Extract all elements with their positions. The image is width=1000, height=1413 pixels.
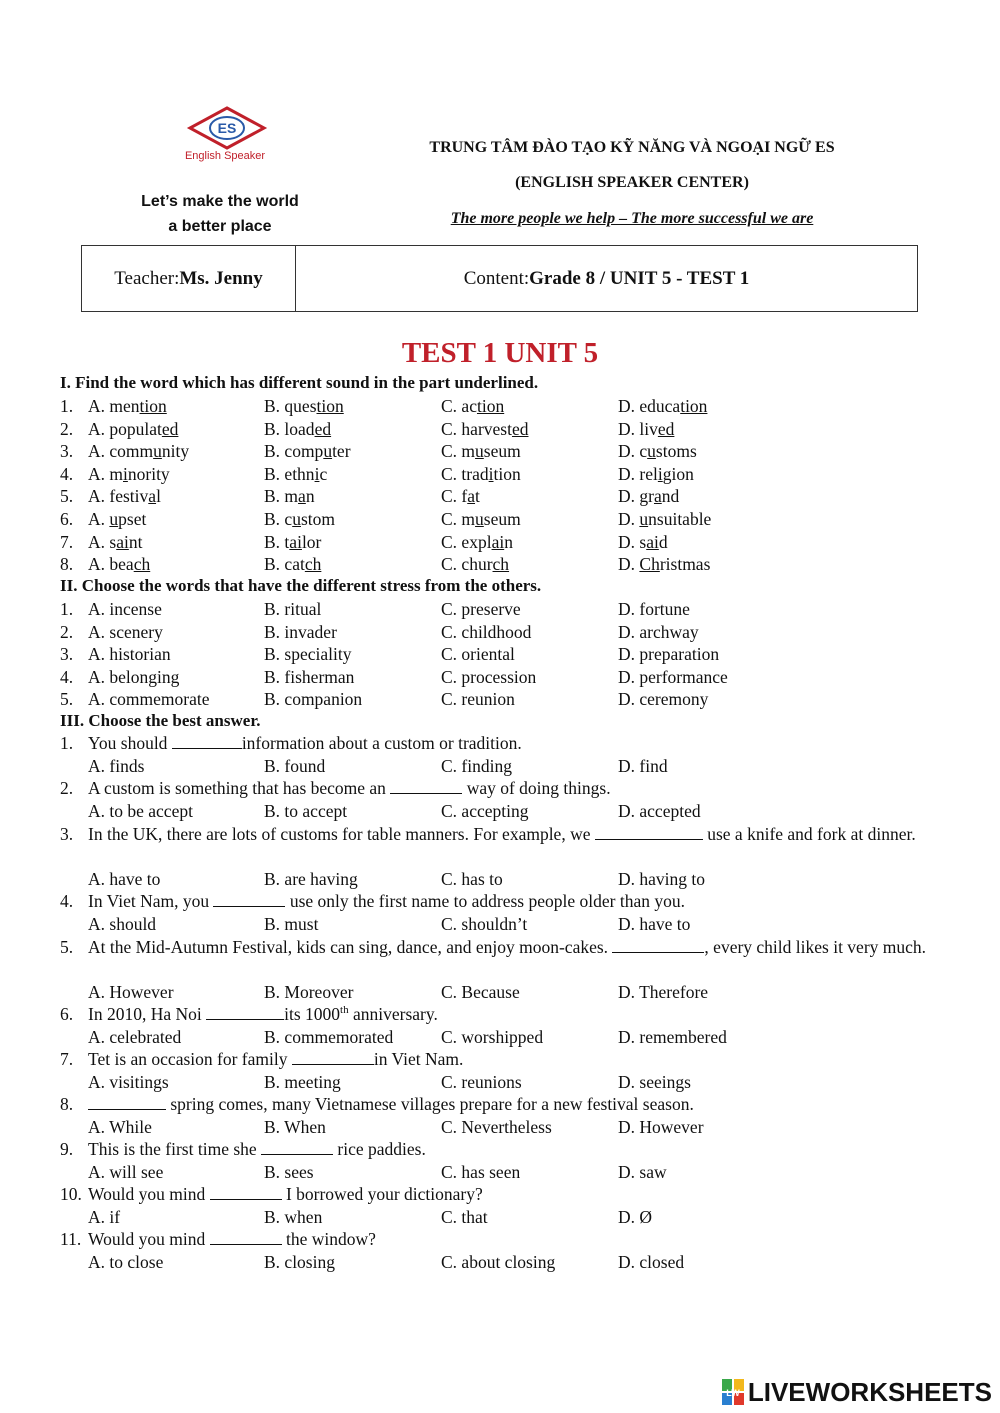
underlined-part: a xyxy=(653,486,662,507)
teacher-label: Teacher: xyxy=(114,267,180,289)
s1-q4-option-c[interactable]: C. tradition xyxy=(441,463,521,484)
q10-option-a[interactable]: A. if xyxy=(88,1207,121,1227)
s2-q3-option-c[interactable]: C. oriental xyxy=(441,644,515,665)
s1-q1-option-d[interactable]: D. education xyxy=(618,396,708,416)
q3-option-b[interactable]: B. are having xyxy=(264,869,358,889)
page-title: TEST 1 UNIT 5 xyxy=(401,337,599,369)
q6-number: 6. xyxy=(60,1004,74,1024)
underlined-part: ch xyxy=(133,554,151,575)
s1-q7-number: 7. xyxy=(60,531,74,552)
q7-number: 7. xyxy=(60,1049,74,1069)
q2-option-c[interactable]: C. accepting xyxy=(441,801,529,821)
underlined-part: u xyxy=(323,441,333,462)
q4-stem: In Viet Nam, you use only the first name to address people older than you. xyxy=(88,891,685,911)
s2-q2-option-a[interactable]: A. scenery xyxy=(88,621,163,642)
q7-option-d[interactable]: D. seeings xyxy=(618,1072,691,1092)
s1-q5-option-a[interactable]: A. festival xyxy=(88,486,161,507)
q10-number: 10. xyxy=(60,1184,82,1204)
q8-option-c[interactable]: C. Nevertheless xyxy=(441,1117,552,1137)
underlined-part: ch xyxy=(492,554,510,575)
q5-option-d[interactable]: D. Therefore xyxy=(618,982,709,1002)
s1-q7-option-b[interactable]: B. tailor xyxy=(264,531,322,552)
s2-q2-option-b[interactable]: B. invader xyxy=(264,621,337,642)
s1-q2-option-b[interactable]: B. loaded xyxy=(264,418,332,439)
underlined-part: a xyxy=(467,486,476,507)
s1-q6-option-c[interactable]: C. museum xyxy=(441,509,521,529)
underlined-part: i xyxy=(314,463,320,484)
q3-option-d[interactable]: D. having to xyxy=(618,869,706,889)
underlined-part: u xyxy=(475,509,484,529)
q11-option-c[interactable]: C. about closing xyxy=(441,1252,556,1272)
q11-stem: Would you mind the window? xyxy=(88,1229,376,1249)
q2-option-a[interactable]: A. to be accept xyxy=(88,801,193,821)
section-3-heading: III. Choose the best answer. xyxy=(60,711,261,730)
underlined-part: i xyxy=(657,463,663,484)
s1-q5-number: 5. xyxy=(60,486,74,507)
section-2-heading: II. Choose the words that have the different stress from the others. xyxy=(60,576,542,595)
underlined-part: ed xyxy=(161,418,179,439)
content-label: Content: xyxy=(463,267,530,289)
s1-q3-option-b[interactable]: B. computer xyxy=(264,441,351,462)
underlined-part: ai xyxy=(646,531,659,552)
q11-number: 11. xyxy=(60,1229,82,1249)
s1-q6-option-d[interactable]: D. unsuitable xyxy=(618,509,712,529)
underlined-part: u xyxy=(292,509,301,529)
underlined-part: Ch xyxy=(639,554,660,575)
slogan-line-2: a better place xyxy=(168,218,272,235)
q2-number: 2. xyxy=(60,778,74,798)
s2-q5-option-b[interactable]: B. companion xyxy=(264,689,363,710)
section-1-heading: I. Find the word which has different sound in the part underlined. xyxy=(60,373,539,392)
q3-option-a[interactable]: A. have to xyxy=(88,869,161,889)
q6-option-a[interactable]: A. celebrated xyxy=(88,1027,182,1047)
s1-q7-option-c[interactable]: C. explain xyxy=(441,531,513,552)
underlined-part: ai xyxy=(116,531,129,552)
badge-letters: LW xyxy=(726,1388,740,1398)
q10-option-c[interactable]: C. that xyxy=(441,1207,488,1227)
q7-stem: Tet is an occasion for family in Viet Nam. xyxy=(88,1049,464,1069)
underlined-part: tion xyxy=(476,396,505,416)
s1-q7-option-a[interactable]: A. saint xyxy=(88,531,143,552)
s1-q6-option-b[interactable]: B. custom xyxy=(264,509,335,529)
liveworksheets-badge-icon xyxy=(722,1379,744,1405)
q1-option-b[interactable]: B. found xyxy=(264,756,326,776)
q9-stem: This is the first time she rice paddies. xyxy=(88,1139,426,1159)
q2-option-d[interactable]: D. accepted xyxy=(618,801,701,821)
underlined-part: ai xyxy=(289,531,302,552)
underlined-part: u xyxy=(647,441,656,462)
underlined-part: ed xyxy=(314,418,332,439)
info-box xyxy=(81,245,918,312)
s1-q2-option-c[interactable]: C. harvested xyxy=(441,418,529,439)
q4-option-d[interactable]: D. have to xyxy=(618,914,691,934)
center-name: TRUNG TÂM ĐÀO TẠO KỸ NĂNG VÀ NGOẠI NGỮ ES xyxy=(429,139,835,156)
q4-option-c[interactable]: C. shouldn’t xyxy=(441,914,528,934)
underlined-part: u xyxy=(475,441,484,462)
q6-option-b[interactable]: B. commemorated xyxy=(264,1027,394,1047)
s1-q8-option-b[interactable]: B. catch xyxy=(264,554,322,575)
s1-q2-number: 2. xyxy=(60,418,74,439)
s2-q3-option-d[interactable]: D. preparation xyxy=(618,644,720,665)
s1-q1-option-c[interactable]: C. action xyxy=(441,396,505,416)
q4-option-b[interactable]: B. must xyxy=(264,914,319,934)
underlined-part: u xyxy=(109,509,119,529)
s2-q4-option-b[interactable]: B. fisherman xyxy=(264,666,355,687)
q2-stem: A custom is something that has become an way of doing things. xyxy=(88,778,611,798)
q5-option-a[interactable]: A. However xyxy=(88,982,174,1002)
q1-stem: You should information about a custom or tradition. xyxy=(88,733,522,753)
q4-number: 4. xyxy=(60,891,74,911)
s1-q4-number: 4. xyxy=(60,463,74,484)
q8-option-b[interactable]: B. When xyxy=(264,1117,326,1137)
s2-q4-option-a[interactable]: A. belonging xyxy=(88,666,180,687)
liveworksheets-text: LIVEWORKSHEETS xyxy=(747,1376,992,1407)
s2-q5-option-d[interactable]: D. ceremony xyxy=(618,689,709,710)
content-value: Grade 8 / UNIT 5 - TEST 1 xyxy=(529,267,750,289)
s1-q5-option-d[interactable]: D. grand xyxy=(618,486,680,507)
s2-q3-number: 3. xyxy=(60,644,74,665)
center-name-en: (ENGLISH SPEAKER CENTER) xyxy=(515,174,749,191)
q9-option-c[interactable]: C. has seen xyxy=(441,1162,521,1182)
underlined-part: a xyxy=(298,486,306,507)
teacher-name: Ms. Jenny xyxy=(179,267,263,289)
s1-q4-option-b[interactable]: B. ethnic xyxy=(264,463,328,484)
underlined-part: tion xyxy=(316,396,344,416)
underlined-part: ai xyxy=(491,531,505,552)
underlined-part: a xyxy=(148,486,157,507)
s2-q1-option-c[interactable]: C. preserve xyxy=(441,599,521,619)
underlined-part: ch xyxy=(304,554,322,575)
s1-q4-option-a[interactable]: A. minority xyxy=(88,463,170,484)
q9-number: 9. xyxy=(60,1139,74,1159)
q6-option-d[interactable]: D. remembered xyxy=(618,1027,727,1047)
s1-q8-option-a[interactable]: A. beach xyxy=(88,554,151,575)
q8-number: 8. xyxy=(60,1094,74,1114)
s1-q2-option-a[interactable]: A. populated xyxy=(88,418,179,439)
liveworksheets-brand[interactable] xyxy=(692,1377,992,1407)
s2-q2-option-d[interactable]: D. archway xyxy=(618,621,699,642)
q9-option-d[interactable]: D. saw xyxy=(618,1162,667,1182)
s1-q3-option-a[interactable]: A. community xyxy=(88,441,190,462)
slogan-line-1: Let’s make the world xyxy=(141,193,299,210)
s1-q6-number: 6. xyxy=(60,509,74,529)
underlined-part: tion xyxy=(139,396,167,416)
q11-option-b[interactable]: B. closing xyxy=(264,1252,335,1272)
q8-option-d[interactable]: D. However xyxy=(618,1117,704,1137)
s2-q5-option-c[interactable]: C. reunion xyxy=(441,689,515,710)
underlined-part: ed xyxy=(657,418,675,439)
logo-letters: ES xyxy=(217,120,237,136)
s2-q2-number: 2. xyxy=(60,621,74,642)
s2-q5-number: 5. xyxy=(60,689,74,710)
q7-option-c[interactable]: C. reunions xyxy=(441,1072,522,1092)
s2-q1-number: 1. xyxy=(60,599,74,619)
q10-option-b[interactable]: B. when xyxy=(264,1207,323,1227)
s2-q5-option-a[interactable]: A. commemorate xyxy=(88,689,210,710)
s2-q1-option-d[interactable]: D. fortune xyxy=(618,599,690,619)
underlined-part: u xyxy=(153,441,162,462)
s1-q8-option-c[interactable]: C. church xyxy=(441,554,510,575)
q10-option-d[interactable]: D. Ø xyxy=(618,1207,653,1227)
s2-q3-option-a[interactable]: A. historian xyxy=(88,644,171,665)
s1-q8-number: 8. xyxy=(60,554,74,575)
q9-option-b[interactable]: B. sees xyxy=(264,1162,314,1182)
underlined-part: ed xyxy=(511,418,529,439)
s2-q1-option-a[interactable]: A. incense xyxy=(88,599,162,619)
s1-q1-option-a[interactable]: A. mention xyxy=(88,396,167,416)
s2-q4-number: 4. xyxy=(60,666,74,687)
s1-q6-option-a[interactable]: A. upset xyxy=(88,509,147,529)
s1-q8-option-d[interactable]: D. Christmas xyxy=(618,554,711,575)
content-cell xyxy=(296,246,917,311)
s1-q7-option-d[interactable]: D. said xyxy=(618,531,668,552)
s1-q5-option-c[interactable]: C. fat xyxy=(441,486,480,507)
q6-stem: In 2010, Ha Noi its 1000th anniversary. xyxy=(88,1004,438,1024)
underlined-part: tion xyxy=(680,396,708,416)
q8-stem: spring comes, many Vietnamese villages prepare for a new festival season. xyxy=(88,1094,940,1115)
q2-option-b[interactable]: B. to accept xyxy=(264,801,348,821)
q9-option-a[interactable]: A. will see xyxy=(88,1162,164,1182)
q1-number: 1. xyxy=(60,733,74,753)
logo-caption: English Speaker xyxy=(184,150,266,162)
s1-q2-option-d[interactable]: D. lived xyxy=(618,418,675,439)
teacher-cell xyxy=(82,246,296,311)
q5-stem: 5. At the Mid-Autumn Festival, kids can sing, dance, and enjoy moon-cakes. , every child likes it very much. xyxy=(60,937,927,957)
center-motto: The more people we help – The more successful we are xyxy=(450,210,814,227)
s1-q3-number: 3. xyxy=(60,441,74,462)
q5-option-c[interactable]: C. Because xyxy=(441,982,520,1002)
q3-option-c[interactable]: C. has to xyxy=(441,869,503,889)
q7-option-b[interactable]: B. meeting xyxy=(264,1072,341,1092)
q10-stem: Would you mind I borrowed your dictionary? xyxy=(88,1184,483,1204)
s1-q4-option-d[interactable]: D. religion xyxy=(618,463,694,484)
q5-option-b[interactable]: B. Moreover xyxy=(264,982,354,1002)
underlined-part: u xyxy=(639,509,649,529)
s2-q3-option-b[interactable]: B. speciality xyxy=(264,644,352,665)
underlined-part: i xyxy=(488,463,494,484)
q11-option-a[interactable]: A. to close xyxy=(88,1252,164,1272)
q4-option-a[interactable]: A. should xyxy=(88,914,157,934)
q1-option-d[interactable]: D. find xyxy=(618,756,668,776)
q7-option-a[interactable]: A. visitings xyxy=(88,1072,169,1092)
s1-q1-number: 1. xyxy=(60,396,74,416)
s2-q4-option-c[interactable]: C. procession xyxy=(441,666,537,687)
q1-option-a[interactable]: A. finds xyxy=(88,756,145,776)
s1-q3-option-c[interactable]: C. museum xyxy=(441,441,521,462)
s2-q2-option-c[interactable]: C. childhood xyxy=(441,621,532,642)
q6-option-c[interactable]: C. worshipped xyxy=(441,1027,544,1047)
s1-q5-option-b[interactable]: B. man xyxy=(264,486,315,507)
q8-option-a[interactable]: A. While xyxy=(88,1117,152,1137)
s2-q4-option-d[interactable]: D. performance xyxy=(618,666,728,687)
q3-stem: 3. In the UK, there are lots of customs for table manners. For example, we use a knife and fork at dinner. xyxy=(60,824,916,844)
s1-q3-option-d[interactable]: D. customs xyxy=(618,441,697,462)
q1-option-c[interactable]: C. finding xyxy=(441,756,512,776)
s1-q1-option-b[interactable]: B. question xyxy=(264,396,344,416)
s2-q1-option-b[interactable]: B. ritual xyxy=(264,599,322,619)
underlined-part: i xyxy=(123,463,128,484)
q11-option-d[interactable]: D. closed xyxy=(618,1252,685,1272)
